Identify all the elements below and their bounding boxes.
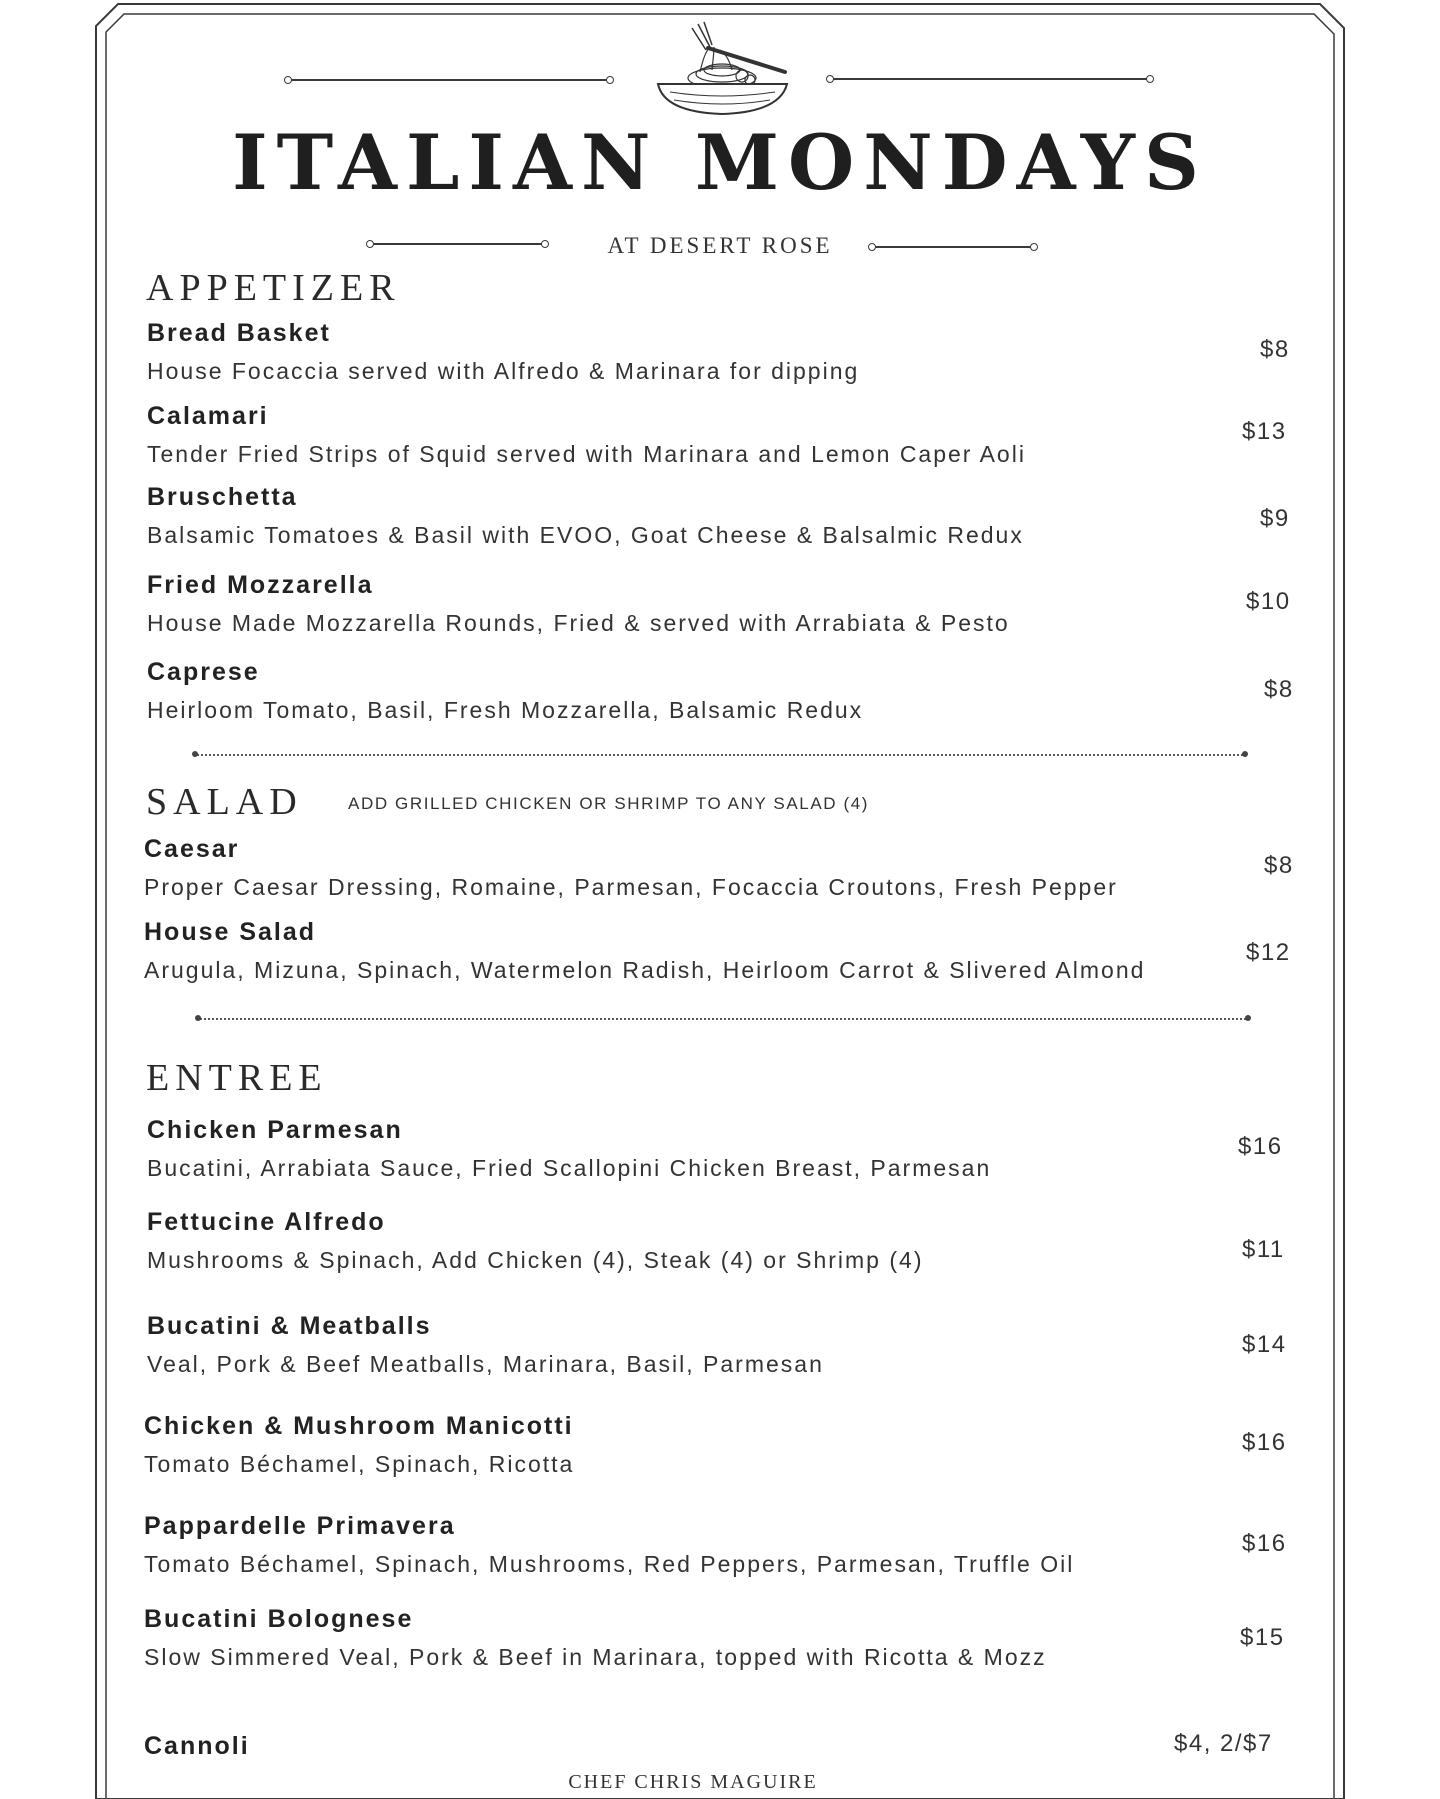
item-name: Pappardelle Primavera: [144, 1512, 456, 1540]
item-name: Fried Mozzarella: [147, 571, 374, 599]
item-description: Mushrooms & Spinach, Add Chicken (4), Steak (4) or Shrimp (4): [147, 1247, 924, 1273]
item-description: House Focaccia served with Alfredo & Marinara for dipping: [147, 358, 860, 384]
item-price: $8: [1264, 852, 1294, 879]
item-name: Caesar: [144, 835, 240, 863]
item-description: Arugula, Mizuna, Spinach, Watermelon Radish, Heirloom Carrot & Slivered Almond: [144, 957, 1146, 983]
item-description: Proper Caesar Dressing, Romaine, Parmesan, Focaccia Croutons, Fresh Pepper: [144, 874, 1118, 900]
item-price: $9: [1260, 505, 1290, 532]
item-description: Tomato Béchamel, Spinach, Ricotta: [144, 1451, 575, 1477]
page-title: ITALIAN MONDAYS: [232, 118, 1208, 207]
item-description: Balsamic Tomatoes & Basil with EVOO, Goat Cheese & Balsalmic Redux: [147, 522, 1024, 548]
chef-credit: CHEF CHRIS MAGUIRE: [568, 1771, 818, 1793]
item-name: Bread Basket: [147, 319, 331, 347]
item-price: $10: [1246, 588, 1291, 615]
header-line-right: [830, 78, 1150, 80]
item-name: Chicken Parmesan: [147, 1116, 403, 1144]
item-price: $11: [1242, 1236, 1285, 1263]
item-name: Caprese: [147, 658, 260, 686]
item-price: $15: [1240, 1624, 1285, 1651]
salad-note: ADD GRILLED CHICKEN OR SHRIMP TO ANY SALAD (4): [348, 794, 870, 813]
section-divider: [197, 754, 1243, 756]
subtitle-line-right: [872, 246, 1034, 248]
pasta-bowl-icon: [650, 20, 795, 120]
item-name: House Salad: [144, 918, 317, 946]
item-description: Tender Fried Strips of Squid served with Marinara and Lemon Caper Aoli: [147, 441, 1026, 467]
item-name: Cannoli: [144, 1732, 250, 1760]
item-price: $8: [1260, 336, 1290, 363]
page-subtitle: AT DESERT ROSE: [607, 233, 833, 258]
item-name: Bucatini & Meatballs: [147, 1312, 432, 1340]
item-description: Heirloom Tomato, Basil, Fresh Mozzarella, Balsamic Redux: [147, 697, 864, 723]
section-title-appetizer: APPETIZER: [146, 267, 401, 309]
item-description: Bucatini, Arrabiata Sauce, Fried Scallopini Chicken Breast, Parmesan: [147, 1155, 992, 1181]
item-name: Fettucine Alfredo: [147, 1208, 386, 1236]
section-title-salad: SALAD: [146, 781, 303, 823]
section-divider: [200, 1018, 1246, 1020]
item-price: $14: [1242, 1331, 1287, 1358]
item-description: Veal, Pork & Beef Meatballs, Marinara, Basil, Parmesan: [147, 1351, 824, 1377]
item-price: $16: [1238, 1133, 1283, 1160]
item-price: $13: [1242, 418, 1287, 445]
header-line-left: [288, 79, 610, 81]
item-price: $4, 2/$7: [1174, 1730, 1273, 1757]
item-name: Bucatini Bolognese: [144, 1605, 414, 1633]
section-title-entree: ENTREE: [146, 1057, 328, 1099]
item-price: $16: [1242, 1429, 1287, 1456]
item-name: Bruschetta: [147, 483, 298, 511]
item-description: House Made Mozzarella Rounds, Fried & served with Arrabiata & Pesto: [147, 610, 1010, 636]
item-description: Tomato Béchamel, Spinach, Mushrooms, Red Peppers, Parmesan, Truffle Oil: [144, 1551, 1075, 1577]
item-description: Slow Simmered Veal, Pork & Beef in Marinara, topped with Ricotta & Mozz: [144, 1644, 1047, 1670]
item-price: $12: [1246, 939, 1291, 966]
item-name: Chicken & Mushroom Manicotti: [144, 1412, 574, 1440]
item-price: $8: [1264, 676, 1294, 703]
item-name: Calamari: [147, 402, 269, 430]
item-price: $16: [1242, 1530, 1287, 1557]
